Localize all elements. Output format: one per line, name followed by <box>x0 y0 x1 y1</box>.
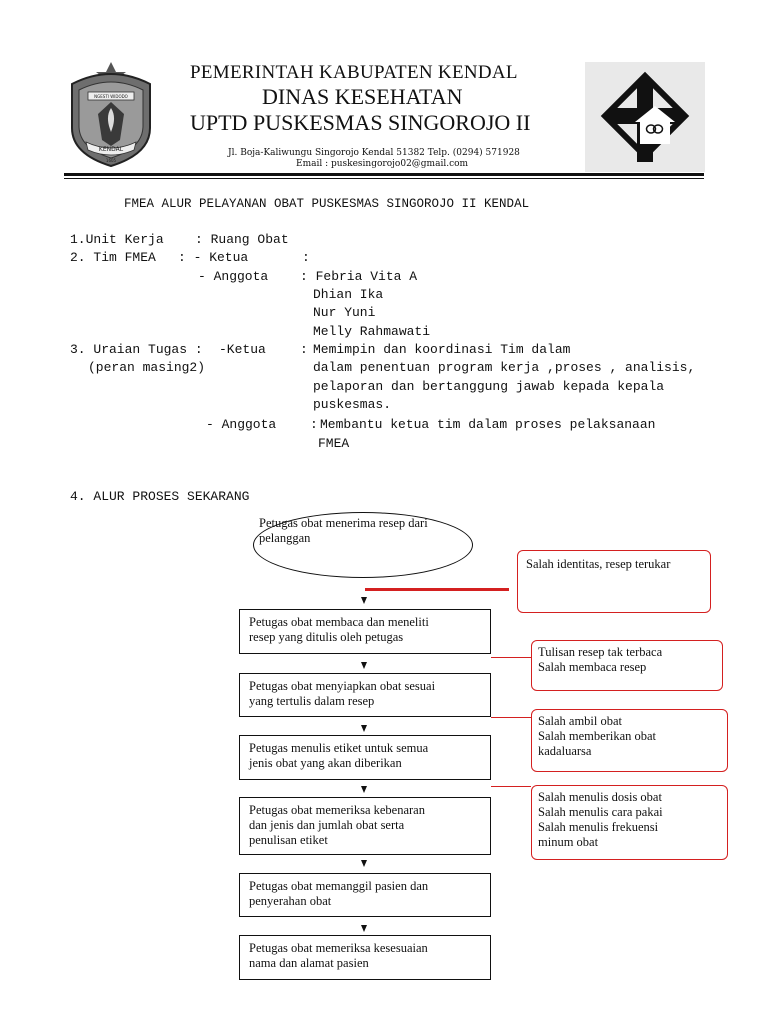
flow-arrow <box>361 597 367 604</box>
flow-step-text: Petugas obat memanggil pasien dan penyerahan obat <box>249 879 429 908</box>
flow-arrow <box>361 786 367 793</box>
flow-step-text: Petugas obat memeriksa kebenaran dan jenis dan jumlah obat serta penulisan etiket <box>249 803 425 847</box>
risk-text: Salah ambil obat Salah memberikan obat kadaluarsa <box>538 714 657 758</box>
flow-start-text: Petugas obat menerima resep dari pelanggan <box>259 516 428 545</box>
unit-value: : Ruang Obat <box>195 232 289 247</box>
flow-arrow <box>361 725 367 732</box>
anggota-first-member: : Febria Vita A <box>300 269 418 284</box>
ketua-desc-line: dalam penentuan program kerja ,proses , analisis, <box>313 360 696 375</box>
member-item: Dhian Ika <box>313 287 384 302</box>
risk-box <box>531 709 728 772</box>
flow-step-box <box>239 873 491 917</box>
puskesmas-logo <box>585 62 705 172</box>
member-item: Melly Rahmawati <box>313 324 431 339</box>
tim-label: 2. Tim FMEA <box>70 250 156 265</box>
tim-ketua-label: : - Ketua <box>178 250 249 265</box>
header-government: PEMERINTAH KABUPATEN KENDAL <box>190 62 518 83</box>
svg-text:1605: 1605 <box>105 158 117 163</box>
header-rule-thick <box>64 173 704 176</box>
ketua-desc-line: puskesmas. <box>313 397 392 412</box>
flow-step-box <box>239 935 491 980</box>
alur-title: 4. ALUR PROSES SEKARANG <box>70 489 250 504</box>
risk-link-line <box>491 786 531 787</box>
risk-text: Salah identitas, resep terukar <box>526 557 671 571</box>
risk-link-line <box>491 657 531 658</box>
anggota-label: - Anggota <box>198 269 269 284</box>
header-address: Jl. Boja-Kaliwungu Singorojo Kendal 51382 Telp. (0294) 571928 <box>228 148 520 158</box>
anggota-desc-line: FMEA <box>318 436 350 451</box>
flow-arrow <box>361 860 367 867</box>
header-agency: DINAS KESEHATAN <box>262 84 463 109</box>
anggota-desc-line: Membantu ketua tim dalam proses pelaksanaan <box>320 417 656 432</box>
flow-step-box <box>239 609 491 654</box>
svg-text:NGESTI WIDODO: NGESTI WIDODO <box>94 94 128 99</box>
risk-box <box>531 785 728 860</box>
flow-step-text: Petugas obat memeriksa kesesuaian nama dan alamat pasien <box>249 941 428 970</box>
uraian-label: 3. Uraian Tugas : <box>70 342 203 357</box>
flow-arrow <box>361 925 367 932</box>
flow-arrow <box>361 662 367 669</box>
flow-step-text: Petugas menulis etiket untuk semua jenis obat yang akan diberikan <box>249 741 429 770</box>
member-item: Nur Yuni <box>313 305 376 320</box>
risk-box <box>517 550 711 613</box>
flow-step-text: Petugas obat menyiapkan obat sesuai yang tertulis dalam resep <box>249 679 436 708</box>
uraian-anggota-colon: : <box>310 417 318 432</box>
unit-label: 1.Unit Kerja <box>70 232 164 247</box>
flow-step-box <box>239 797 491 855</box>
kendal-seal-logo <box>64 58 158 170</box>
header-rule-thin <box>64 178 704 179</box>
risk-connector-line <box>365 588 509 591</box>
risk-text: Salah menulis dosis obat Salah menulis cara pakai Salah menulis frekuensi minum obat <box>538 790 663 849</box>
risk-box <box>531 640 723 691</box>
uraian-anggota-label: - Anggota <box>206 417 277 432</box>
risk-text: Tulisan resep tak terbaca Salah membaca resep <box>538 645 663 674</box>
uraian-ketua-label: -Ketua <box>219 342 266 357</box>
header-email: Email : puskesingorojo02@gmail.com <box>296 159 469 169</box>
ketua-desc-line: Memimpin dan koordinasi Tim dalam <box>313 342 571 357</box>
uraian-sub-label: (peran masing2) <box>88 360 206 375</box>
uraian-ketua-colon: : <box>300 342 308 357</box>
header-unit: UPTD PUSKESMAS SINGOROJO II <box>190 110 531 135</box>
risk-link-line <box>491 717 531 718</box>
flow-step-text: Petugas obat membaca dan meneliti resep yang ditulis oleh petugas <box>249 615 429 644</box>
flow-step-box <box>239 735 491 780</box>
document-title: FMEA ALUR PELAYANAN OBAT PUSKESMAS SINGOROJO II KENDAL <box>124 197 530 211</box>
tim-ketua-colon: : <box>302 250 310 265</box>
ketua-desc-line: pelaporan dan bertanggung jawab kepada kepala <box>313 379 665 394</box>
flow-step-box <box>239 673 491 717</box>
svg-text:KENDAL: KENDAL <box>98 146 124 153</box>
